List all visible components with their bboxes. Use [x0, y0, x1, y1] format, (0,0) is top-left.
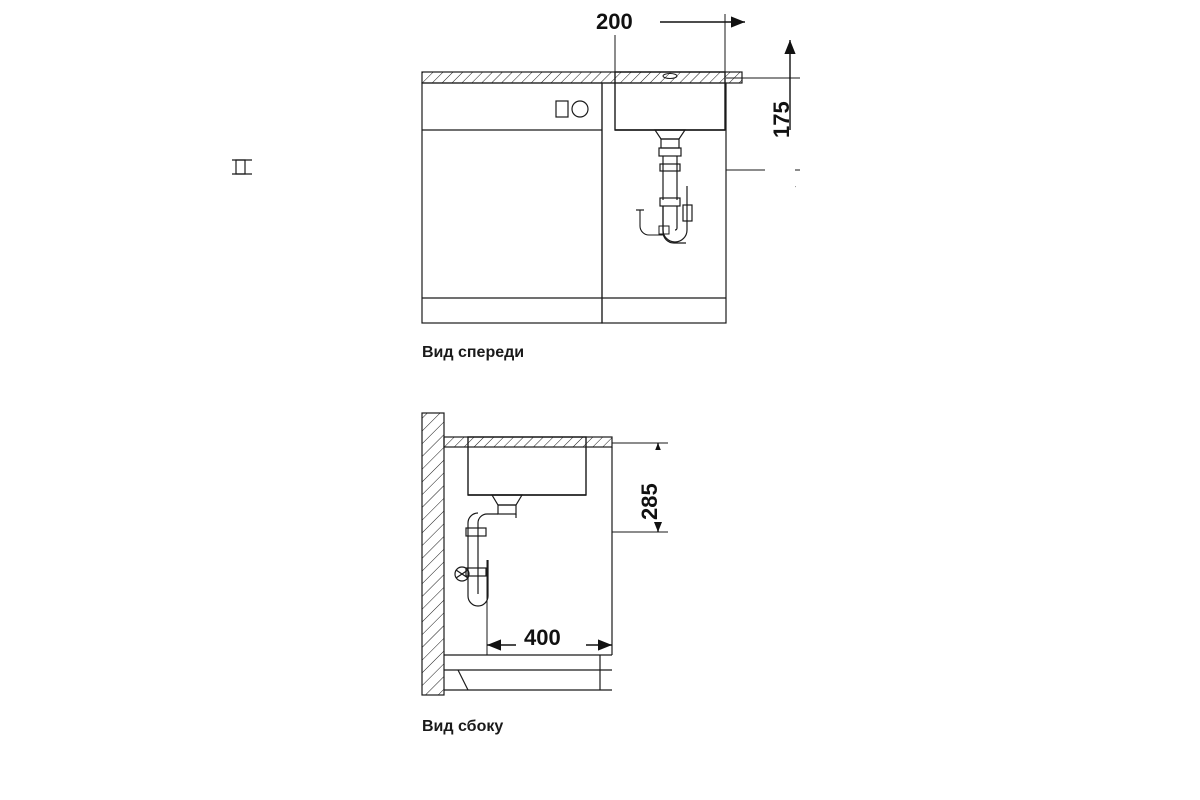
side-countertop — [444, 437, 612, 447]
dim-175-label: 175 — [769, 101, 794, 138]
front-countertop — [422, 72, 742, 83]
side-waste-trap — [455, 495, 522, 606]
front-dimension-200 — [588, 5, 745, 35]
front-view-group — [232, 5, 800, 323]
front-appliance-hose — [232, 160, 252, 174]
front-view-caption: Вид спереди — [422, 344, 525, 361]
front-left-cabinet — [422, 83, 602, 323]
front-waste-trap — [636, 130, 692, 243]
side-wall — [422, 413, 444, 695]
side-dimension-285 — [634, 443, 664, 532]
dim-200-label: 200 — [596, 9, 633, 34]
dim-400-label: 400 — [524, 625, 561, 650]
front-sink-cabinet — [602, 83, 726, 323]
front-dimension-175 — [765, 40, 795, 200]
side-view-group — [422, 413, 668, 695]
dim-285-label: 285 — [637, 483, 662, 520]
side-view-caption: Вид сбоку — [422, 718, 504, 735]
side-dimension-400 — [487, 622, 612, 652]
